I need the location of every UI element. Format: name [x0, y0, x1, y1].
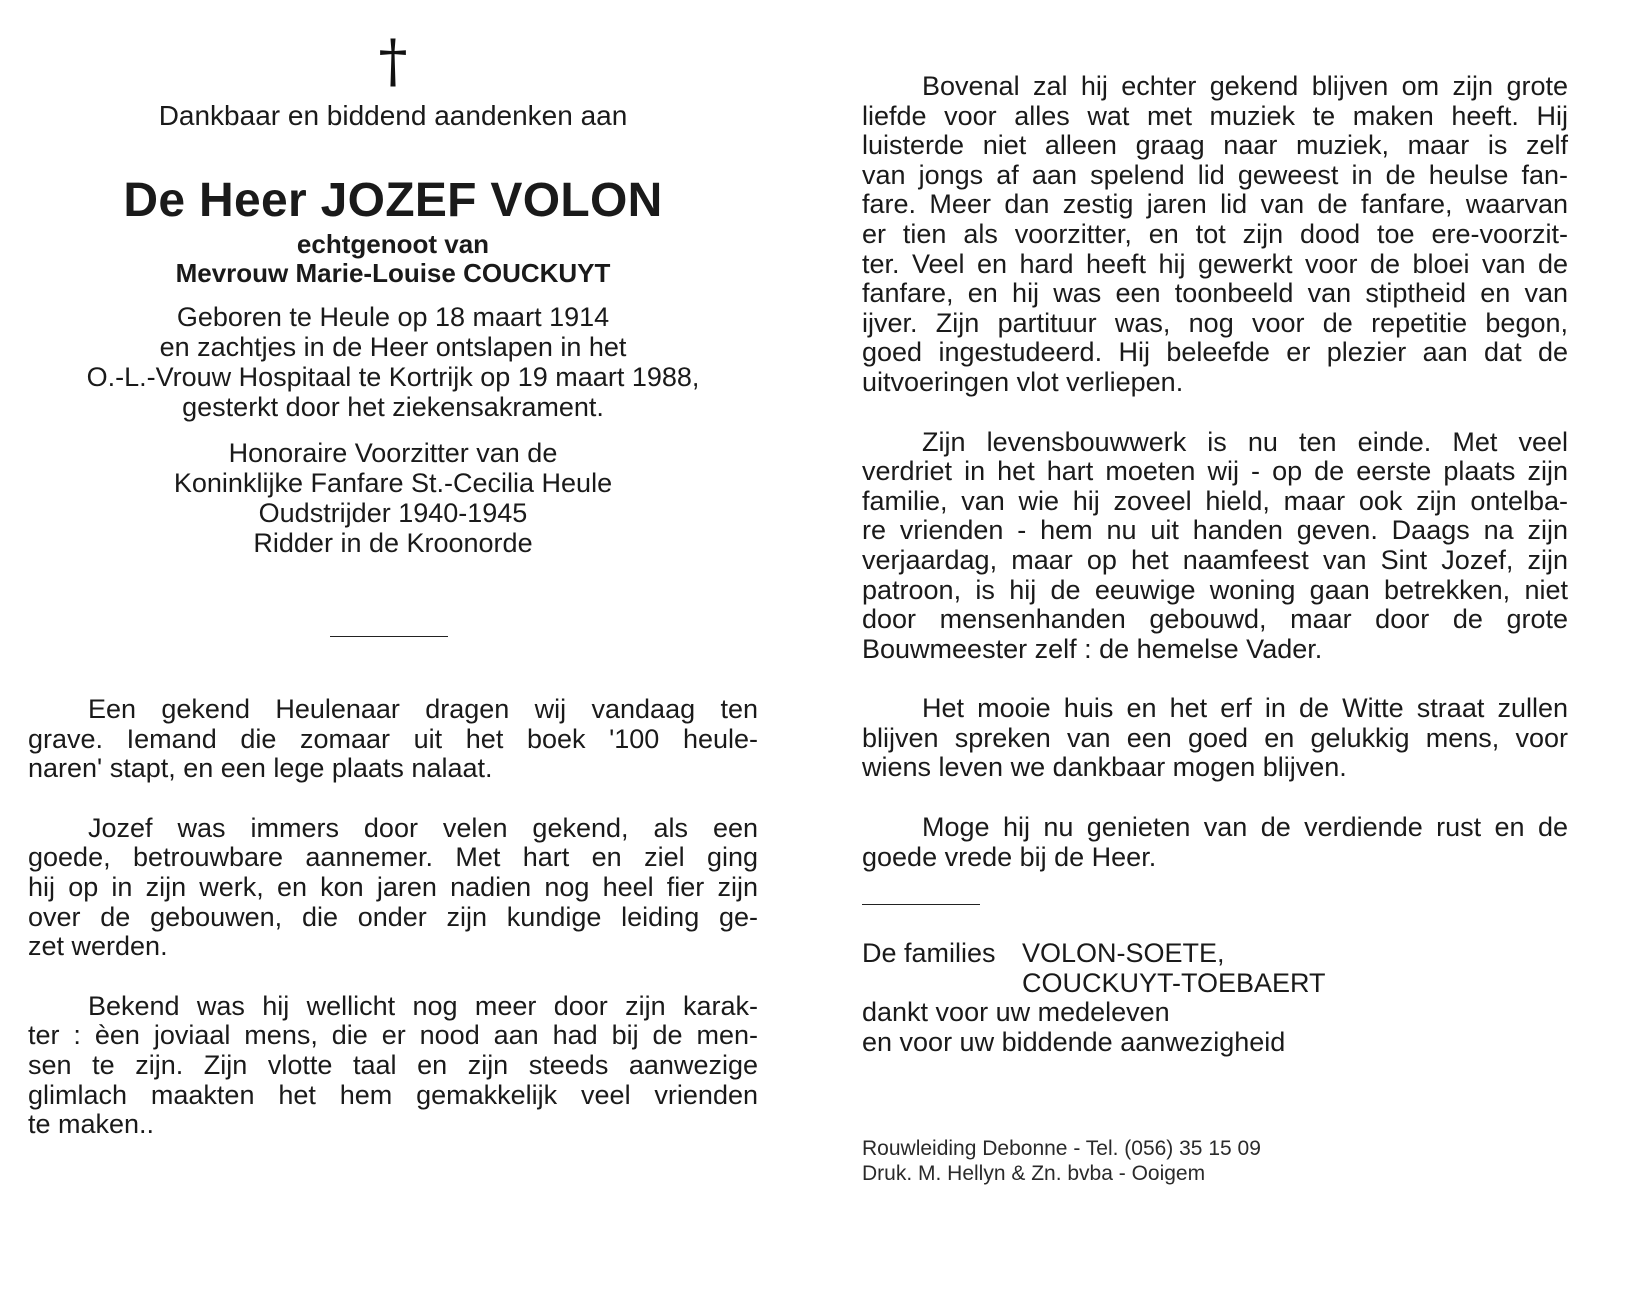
text-line: naren' stapt, en een lege plaats nalaat.: [28, 753, 493, 784]
text-line: Moge hij nu genieten van de verdiende rust en de: [922, 812, 1568, 843]
paragraph: [862, 72, 1568, 398]
text-line: wiens leven we dankbaar mogen blijven.: [862, 752, 1347, 783]
divider: [862, 904, 980, 905]
text-line: ter : èen joviaal mens, die er nood aan had bij de men-: [28, 1020, 758, 1051]
text-line: zet werden.: [28, 931, 168, 962]
families-label: De families: [862, 938, 996, 969]
text-line: verdriet in het hart moeten wij - op de eerste plaats zijn: [862, 456, 1568, 487]
left-text-body: [28, 695, 758, 1140]
text-line: ter. Veel en hard heeft hij gewerkt voor de bloei van de: [862, 248, 1568, 279]
paragraph: [862, 428, 1568, 665]
text-line: ijver. Zijn partituur was, nog voor de repetitie begon,: [862, 307, 1568, 338]
life-line: Geboren te Heule op 18 maart 1914: [176, 302, 610, 332]
text-line: te maken..: [28, 1109, 155, 1140]
text-line: familie, van wie hij zoveel hield, maar ook zijn ontelba-: [862, 485, 1568, 516]
text-line: goede, betrouwbare aannemer. Met hart en ziel ging: [28, 842, 758, 873]
text-line: glimlach maakten het hem gemakkelijk veel vrienden: [28, 1079, 758, 1110]
text-line: hij op in zijn werk, en kon jaren nadien nog heel fier zijn: [28, 871, 758, 902]
text-line: Zijn levensbouwwerk is nu ten einde. Met veel: [922, 426, 1568, 457]
text-line: fanfare, en hij was een toonbeeld van stiptheid en van: [862, 278, 1568, 309]
life-line: O.-L.-Vrouw Hospitaal te Kortrijk op 19 maart 1988,: [86, 362, 700, 392]
text-line: uitvoeringen vlot verliepen.: [862, 366, 1184, 397]
text-line: sen te zijn. Zijn vlotte taal en zijn steeds aanwezige: [28, 1049, 758, 1080]
text-line: liefde voor alles wat met muziek te maken heeft. Hij: [862, 100, 1568, 131]
text-line: goed ingestudeerd. Hij beleefde er plezier aan dat de: [862, 337, 1568, 368]
printer-credits: [862, 1136, 1568, 1186]
text-line: luisterde niet alleen graag naar muziek, maar is zelf: [862, 130, 1568, 161]
spouse-name: Mevrouw Marie-Louise COUCKUYT: [175, 258, 611, 288]
family-name: VOLON-SOETE,: [1022, 938, 1225, 969]
title-line: Koninklijke Fanfare St.-Cecilia Heule: [173, 468, 613, 498]
paragraph: [28, 695, 758, 784]
family-name: COUCKUYT-TOEBAERT: [1022, 967, 1326, 998]
cross-icon: †: [378, 27, 408, 95]
life-line: gesterkt door het ziekensakrament.: [182, 392, 604, 422]
paragraph: [28, 814, 758, 962]
text-line: fare. Meer dan zestig jaren lid van de fanfare, waarvan: [862, 189, 1568, 220]
text-line: door mensenhanden gebouwd, maar door de grote: [862, 604, 1568, 635]
intro-line: Dankbaar en biddend aandenken aan: [158, 100, 628, 131]
title-line: Oudstrijder 1940-1945: [258, 498, 528, 528]
paragraph: [862, 694, 1568, 783]
text-line: Bouwmeester zelf : de hemelse Vader.: [862, 633, 1323, 664]
text-line: Het mooie huis en het erf in de Witte straat zullen: [922, 693, 1568, 724]
text-line: Bovenal zal hij echter gekend blijven om zijn grote: [922, 71, 1568, 101]
text-line: grave. Iemand die zomaar uit het boek '100 heule-: [28, 723, 758, 754]
thanks-line: dankt voor uw medeleven: [862, 997, 1170, 1028]
life-details: [28, 302, 758, 422]
text-line: patroon, is hij de eeuwige woning gaan betrekken, niet: [862, 574, 1568, 605]
text-line: verjaardag, maar op het naamfeest van Sint Jozef, zijn: [862, 544, 1568, 575]
funeral-director-line: Rouwleiding Debonne - Tel. (056) 35 15 09: [862, 1136, 1261, 1160]
honorary-titles: [28, 438, 758, 558]
right-column: [862, 72, 1568, 1186]
text-line: Bekend was hij wellicht nog meer door zijn karak-: [88, 990, 758, 1021]
paragraph: [28, 992, 758, 1140]
spouse-relation: echtgenoot van: [296, 229, 490, 259]
life-line: en zachtjes in de Heer ontslapen in het: [159, 332, 627, 362]
text-line: goede vrede bij de Heer.: [862, 841, 1157, 872]
family-signature: [862, 939, 1568, 1057]
text-line: Jozef was immers door velen gekend, als een: [88, 812, 758, 843]
text-line: van jongs af aan spelend lid geweest in de heulse fan-: [862, 159, 1568, 190]
deceased-name: De Heer JOZEF VOLON: [123, 174, 663, 227]
thanks-line: en voor uw biddende aanwezigheid: [862, 1027, 1286, 1058]
left-column: [28, 27, 758, 1140]
printer-line: Druk. M. Hellyn & Zn. bvba - Ooigem: [862, 1161, 1206, 1185]
title-line: Honoraire Voorzitter van de: [228, 438, 558, 468]
text-line: re vrienden - hem nu uit handen geven. Daags na zijn: [862, 515, 1568, 546]
divider: [330, 636, 448, 637]
text-line: er tien als voorzitter, en tot zijn dood toe ere-voorzit-: [862, 218, 1568, 249]
paragraph: [862, 813, 1568, 872]
text-line: over de gebouwen, die onder zijn kundige leiding ge-: [28, 901, 758, 932]
text-line: Een gekend Heulenaar dragen wij vandaag ten: [88, 694, 758, 724]
title-line: Ridder in de Kroonorde: [253, 528, 533, 558]
text-line: blijven spreken van een goed en gelukkig mens, voor: [862, 722, 1568, 753]
